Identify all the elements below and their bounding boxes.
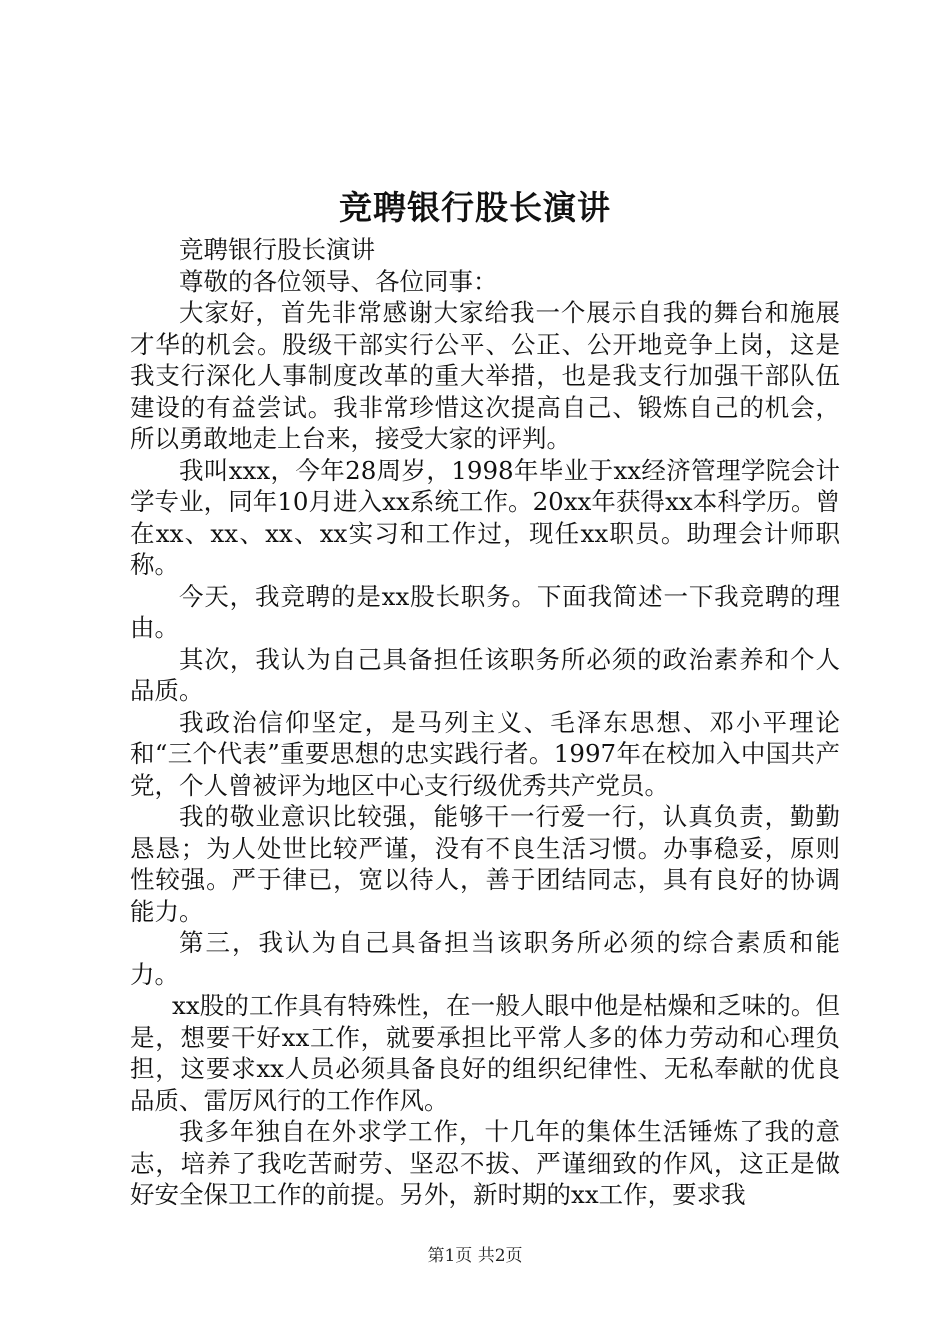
paragraph-position-reason: 今天，我竞聘的是xx股长职务。下面我简述一下我竞聘的理由。 — [130, 581, 840, 642]
paragraph-third-point: 第三，我认为自己具备担当该职务所必须的综合素质和能力。 — [130, 928, 840, 989]
paragraph-work-attitude: 我的敬业意识比较强，能够干一行爱一行，认真负责，勤勤恳恳；为人处世比较严谨，没有不良生活习惯。办事稳妥，原则性较强。严于律已，宽以待人，善于团结同志，具有良好的协调能力。 — [130, 802, 840, 926]
paragraph-salutation: 尊敬的各位领导、各位同事： — [179, 266, 498, 296]
paragraph-job-characteristics: xx股的工作具有特殊性，在一般人眼中他是枯燥和乏味的。但是，想要干好xx工作，就要承担比平常人多的体力劳动和心理负担，这要求xx人员必须具备良好的组织纪律性、无私奉献的优良品质、雷厉风行的工作作风。 — [130, 991, 840, 1115]
paragraph-personal-experience: 我多年独自在外求学工作，十几年的集体生活锤炼了我的意志，培养了我吃苦耐劳、坚忍不拔、严谨细致的作风，这正是做好安全保卫工作的前提。另外，新时期的xx工作，要求我 — [130, 1117, 840, 1209]
paragraph-heading-repeat: 竞聘银行股长演讲 — [179, 235, 375, 264]
page-number: 第1页 共2页 — [427, 1246, 523, 1266]
document-body — [130, 234, 840, 1211]
paragraph-second-point: 其次，我认为自己具备担任该职务所必须的政治素养和个人品质。 — [130, 644, 840, 705]
document-title: 竞聘银行股长演讲 — [339, 188, 611, 227]
paragraph-greeting: 大家好，首先非常感谢大家给我一个展示自我的舞台和施展才华的机会。股级干部实行公平、公正、公开地竞争上岗，这是我支行深化人事制度改革的重大举措，也是我支行加强干部队伍建设的有益尝试。我非常珍惜这次提高自己、锻炼自己的机会，所以勇敢地走上台来，接受大家的评判。 — [130, 298, 840, 453]
paragraph-political-belief: 我政治信仰坚定，是马列主义、毛泽东思想、邓小平理论和“三个代表”重要思想的忠实践行者。1997年在校加入中国共产党，个人曾被评为地区中心支行级优秀共产党员。 — [130, 707, 840, 800]
paragraph-self-introduction: 我叫xxx，今年28周岁，1998年毕业于xx经济管理学院会计学专业，同年10月进入xx系统工作。20xx年获得xx本科学历。曾在xx、xx、xx、xx实习和工作过，现任xx职员。助理会计师职称。 — [130, 455, 840, 579]
